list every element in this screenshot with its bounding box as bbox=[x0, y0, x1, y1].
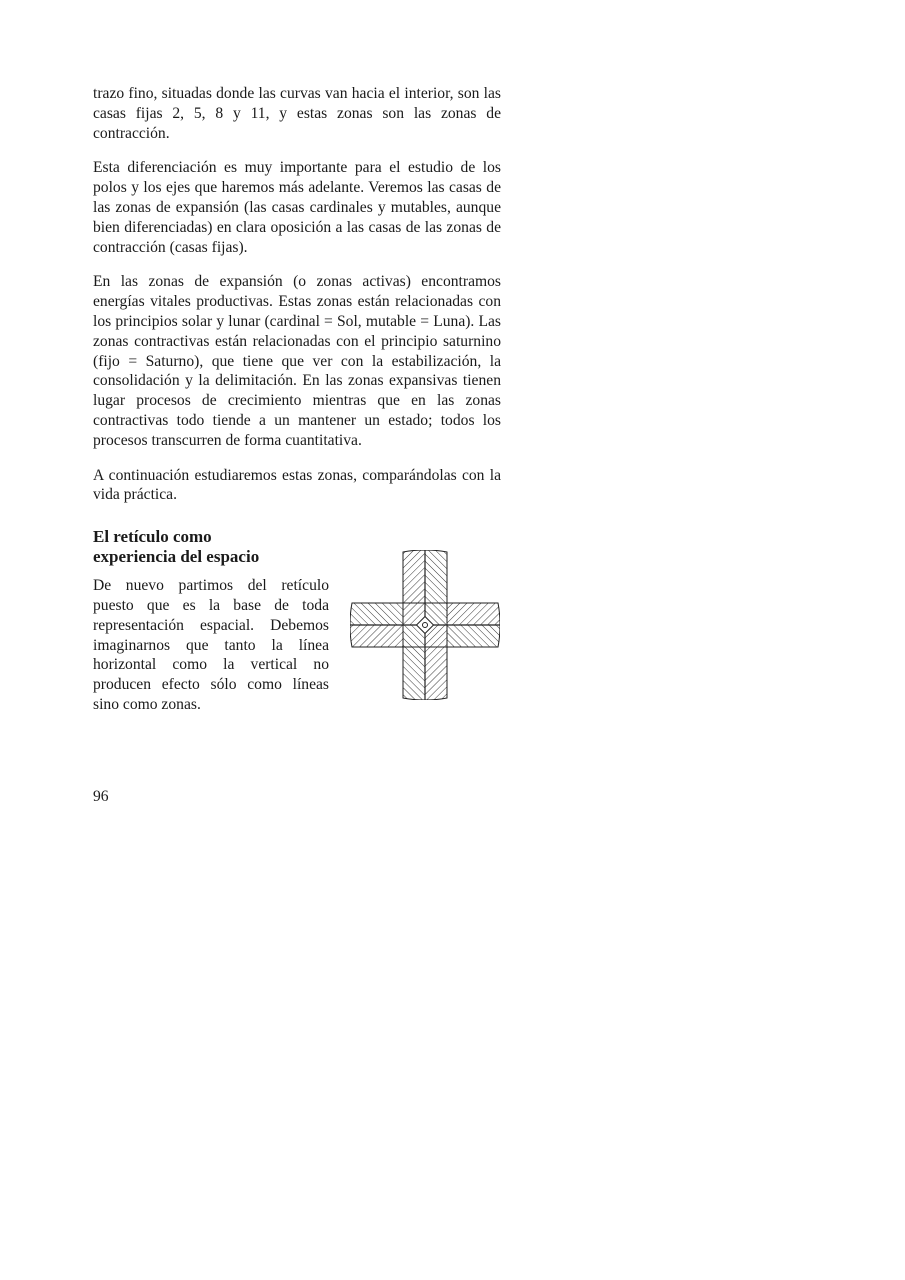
paragraph-4: A continuación estudiaremos estas zonas, comparándolas con la vida práctica. bbox=[93, 466, 501, 504]
cross-arm-right-upper bbox=[447, 603, 500, 625]
section-heading-line-2: experiencia del espacio bbox=[93, 547, 260, 567]
paragraph-1: trazo fino, situadas donde las curvas van hacia el interior, son las casas fijas 2, 5, 8 y 11, y estas zonas son las zonas de contracción. bbox=[93, 85, 501, 142]
cross-arm-top-left bbox=[403, 550, 425, 603]
cross-arm-top-right bbox=[425, 550, 447, 603]
cross-arm-bottom-right bbox=[425, 647, 447, 700]
page-number: 96 bbox=[93, 788, 109, 805]
hatched-cross-figure bbox=[350, 550, 500, 700]
cross-center-dot bbox=[423, 623, 428, 628]
section-reticulo bbox=[93, 527, 501, 727]
page-body bbox=[93, 84, 501, 727]
section-text-column bbox=[93, 527, 329, 715]
section-paragraph: De nuevo partimos del retículo puesto que es la base de toda representación espacial. Debemos imaginarnos que tanto la línea horizontal como la vertical no producen efecto sólo como líneas sino como zonas. bbox=[93, 577, 329, 713]
cross-arm-left-lower bbox=[350, 625, 403, 647]
cross-arm-right-lower bbox=[447, 625, 500, 647]
paragraph-3: En las zonas de expansión (o zonas activas) encontramos energías vitales productivas. Estas zonas están relacionadas con los principios solar y lunar (cardinal = Sol, mutable = Luna). Las zonas contractivas están relacionadas con el principio saturnino (fijo = Saturno), que tiene que ver con la estabilización, la consolidación y la delimitación. En las zonas expansivas tienen lugar procesos de crecimiento mientras que en las zonas contractivas todo tiende a un mantener un estado; todos los procesos transcurren de forma cuantitativa. bbox=[93, 273, 501, 449]
cross-arm-bottom-left bbox=[403, 647, 425, 700]
section-heading-line-1: El retículo como bbox=[93, 527, 212, 547]
cross-arm-left-upper bbox=[350, 603, 403, 625]
paragraph-2: Esta diferenciación es muy importante para el estudio de los polos y los ejes que haremos más adelante. Veremos las casas de las zonas de expansión (las casas cardinales y mutables, aunque bien diferenciadas) en clara oposición a las casas de las zonas de contracción (casas fijas). bbox=[93, 159, 501, 256]
section-heading bbox=[93, 527, 329, 567]
